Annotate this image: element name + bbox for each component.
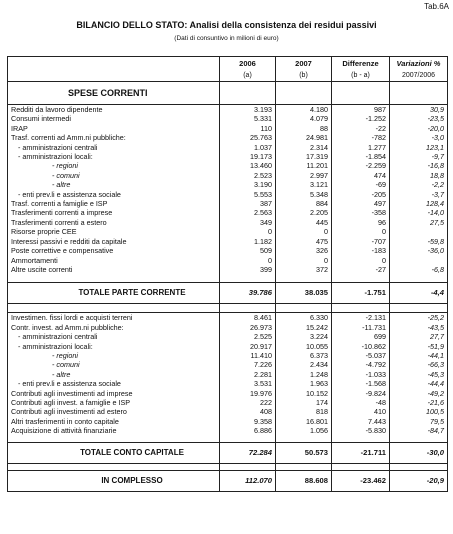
table-row bbox=[8, 426, 448, 435]
table-row bbox=[8, 152, 448, 161]
cell-diff: -5.830 bbox=[332, 426, 390, 435]
total-diff: -21.711 bbox=[332, 442, 390, 463]
cell-2007: 2.434 bbox=[276, 360, 332, 369]
table-row bbox=[8, 265, 448, 274]
cell-diff: -707 bbox=[332, 237, 390, 246]
cell-2006: 399 bbox=[220, 265, 276, 274]
cell-var: -21,6 bbox=[390, 398, 448, 407]
cell-2007: 0 bbox=[276, 227, 332, 236]
cell-var: 79,5 bbox=[390, 417, 448, 426]
cell-var: -9,7 bbox=[390, 152, 448, 161]
cell-2006: 3.531 bbox=[220, 379, 276, 388]
cell-diff: 1.277 bbox=[332, 143, 390, 152]
table-row bbox=[8, 199, 448, 208]
row-label: - amministrazioni locali: bbox=[8, 342, 220, 351]
table-row bbox=[8, 190, 448, 199]
cell-2007: 17.319 bbox=[276, 152, 332, 161]
cell-2007: 818 bbox=[276, 407, 332, 416]
cell-var: -51,9 bbox=[390, 342, 448, 351]
cell-2006: 8.461 bbox=[220, 313, 276, 323]
spacer-row bbox=[8, 304, 448, 313]
total-var: -30,0 bbox=[390, 442, 448, 463]
total-diff: -1.751 bbox=[332, 283, 390, 304]
total-2006: 39.786 bbox=[220, 283, 276, 304]
cell-var: -45,3 bbox=[390, 370, 448, 379]
total-label: TOTALE CONTO CAPITALE bbox=[8, 442, 220, 463]
cell-diff: -10.862 bbox=[332, 342, 390, 351]
cell-2006: 2.523 bbox=[220, 171, 276, 180]
cell-2006: 7.226 bbox=[220, 360, 276, 369]
cell-var: 100,5 bbox=[390, 407, 448, 416]
row-label: - amministrazioni locali: bbox=[8, 152, 220, 161]
cell-2006: 13.460 bbox=[220, 161, 276, 170]
row-label: - comuni bbox=[8, 171, 220, 180]
table-row bbox=[8, 332, 448, 341]
table-row bbox=[8, 218, 448, 227]
subheader-var: 2007/2006 bbox=[390, 70, 448, 82]
page-subtitle: (Dati di consuntivo in milioni di euro) bbox=[174, 35, 279, 42]
header-2007: 2007 bbox=[276, 57, 332, 71]
cell-2007: 6.330 bbox=[276, 313, 332, 323]
cell-diff: -11.731 bbox=[332, 323, 390, 332]
cell-2007: 372 bbox=[276, 265, 332, 274]
row-label: Contributi agli investimenti ad estero bbox=[8, 407, 220, 416]
table-row bbox=[8, 124, 448, 133]
row-label: - amministrazioni centrali bbox=[8, 332, 220, 341]
cell-var: -44,4 bbox=[390, 379, 448, 388]
cell-var: -43,5 bbox=[390, 323, 448, 332]
cell-var: -44,1 bbox=[390, 351, 448, 360]
table-row bbox=[8, 342, 448, 351]
cell-diff: -358 bbox=[332, 208, 390, 217]
total-var: -4,4 bbox=[390, 283, 448, 304]
row-label: Trasferimenti correnti a imprese bbox=[8, 208, 220, 217]
cell-2006: 509 bbox=[220, 246, 276, 255]
cell-2007: 2.997 bbox=[276, 171, 332, 180]
cell-2006: 110 bbox=[220, 124, 276, 133]
row-label: - regioni bbox=[8, 161, 220, 170]
cell-2007: 3.224 bbox=[276, 332, 332, 341]
row-label: - enti prev.li e assistenza sociale bbox=[8, 190, 220, 199]
cell-2007: 3.121 bbox=[276, 180, 332, 189]
cell-var: 128,4 bbox=[390, 199, 448, 208]
subheader-diff: (b - a) bbox=[332, 70, 390, 82]
cell-2006: 1.182 bbox=[220, 237, 276, 246]
cell-diff: 497 bbox=[332, 199, 390, 208]
cell-var: -3,0 bbox=[390, 133, 448, 142]
row-label: Redditi da lavoro dipendente bbox=[8, 105, 220, 115]
table-row bbox=[8, 323, 448, 332]
cell-diff: -183 bbox=[332, 246, 390, 255]
cell-2007: 88 bbox=[276, 124, 332, 133]
cell-diff: 474 bbox=[332, 171, 390, 180]
cell-diff: -69 bbox=[332, 180, 390, 189]
cell-2007: 1.963 bbox=[276, 379, 332, 388]
cell-var bbox=[390, 227, 448, 236]
cell-diff: -1.568 bbox=[332, 379, 390, 388]
table-row bbox=[8, 351, 448, 360]
table-row bbox=[8, 398, 448, 407]
cell-var: -16,8 bbox=[390, 161, 448, 170]
total-diff: -23.462 bbox=[332, 470, 390, 491]
table-row bbox=[8, 105, 448, 115]
table-row bbox=[8, 256, 448, 265]
total-label: TOTALE PARTE CORRENTE bbox=[8, 283, 220, 304]
cell-2006: 387 bbox=[220, 199, 276, 208]
table-row bbox=[8, 370, 448, 379]
header-2006: 2006 bbox=[220, 57, 276, 71]
total-2007: 50.573 bbox=[276, 442, 332, 463]
header-blank bbox=[8, 57, 220, 71]
cell-var: 27,5 bbox=[390, 218, 448, 227]
cell-diff: -205 bbox=[332, 190, 390, 199]
table-row bbox=[8, 227, 448, 236]
total-2006: 112.070 bbox=[220, 470, 276, 491]
cell-2006: 11.410 bbox=[220, 351, 276, 360]
cell-2006: 3.190 bbox=[220, 180, 276, 189]
grand-total-row bbox=[8, 470, 448, 491]
residui-table bbox=[7, 56, 448, 492]
cell-var: -23,5 bbox=[390, 114, 448, 123]
header-var: Variazioni % bbox=[390, 57, 448, 71]
cell-2007: 6.373 bbox=[276, 351, 332, 360]
cell-diff: -27 bbox=[332, 265, 390, 274]
row-label: Trasf. correnti ad Amm.ni pubbliche: bbox=[8, 133, 220, 142]
table-row bbox=[8, 133, 448, 142]
cell-diff: 96 bbox=[332, 218, 390, 227]
cell-2007: 4.079 bbox=[276, 114, 332, 123]
row-label: - comuni bbox=[8, 360, 220, 369]
total-var: -20,9 bbox=[390, 470, 448, 491]
cell-var: -36,0 bbox=[390, 246, 448, 255]
cell-2007: 10.152 bbox=[276, 389, 332, 398]
total-2006: 72.284 bbox=[220, 442, 276, 463]
cell-2006: 408 bbox=[220, 407, 276, 416]
row-label: Trasferimenti correnti a estero bbox=[8, 218, 220, 227]
cell-var: 27,7 bbox=[390, 332, 448, 341]
cell-2007: 11.201 bbox=[276, 161, 332, 170]
cell-2006: 2.281 bbox=[220, 370, 276, 379]
cell-2007: 1.056 bbox=[276, 426, 332, 435]
cell-2006: 2.525 bbox=[220, 332, 276, 341]
table-row bbox=[8, 114, 448, 123]
cell-2006: 0 bbox=[220, 227, 276, 236]
cell-2007: 16.801 bbox=[276, 417, 332, 426]
cell-var: 30,9 bbox=[390, 105, 448, 115]
row-label: Trasf. correnti a famiglie e ISP bbox=[8, 199, 220, 208]
cell-diff: 7.443 bbox=[332, 417, 390, 426]
cell-2007: 2.314 bbox=[276, 143, 332, 152]
total-capital-row bbox=[8, 442, 448, 463]
cell-diff: -1.033 bbox=[332, 370, 390, 379]
row-label: Consumi intermedi bbox=[8, 114, 220, 123]
row-label: Investimen. fissi lordi e acquisti terreni bbox=[8, 313, 220, 323]
cell-diff: -4.792 bbox=[332, 360, 390, 369]
row-label: Contributi agli invest. a famiglie e ISP bbox=[8, 398, 220, 407]
cell-2007: 326 bbox=[276, 246, 332, 255]
cell-var: -6,8 bbox=[390, 265, 448, 274]
table-row bbox=[8, 417, 448, 426]
table-row bbox=[8, 208, 448, 217]
page-title: BILANCIO DELLO STATO: Analisi della consistenza dei residui passivi bbox=[76, 20, 377, 30]
cell-2007: 2.205 bbox=[276, 208, 332, 217]
row-label: Contr. invest. ad Amm.ni pubbliche: bbox=[8, 323, 220, 332]
cell-2006: 6.886 bbox=[220, 426, 276, 435]
cell-var: -2,2 bbox=[390, 180, 448, 189]
cell-2006: 0 bbox=[220, 256, 276, 265]
cell-diff: -1.252 bbox=[332, 114, 390, 123]
cell-diff: -48 bbox=[332, 398, 390, 407]
cell-var: -84,7 bbox=[390, 426, 448, 435]
table-row bbox=[8, 379, 448, 388]
table-row bbox=[8, 143, 448, 152]
cell-2006: 1.037 bbox=[220, 143, 276, 152]
cell-2007: 24.981 bbox=[276, 133, 332, 142]
cell-2007: 174 bbox=[276, 398, 332, 407]
cell-diff: -2.131 bbox=[332, 313, 390, 323]
cell-var: 18,8 bbox=[390, 171, 448, 180]
cell-2007: 1.248 bbox=[276, 370, 332, 379]
row-label: - altre bbox=[8, 370, 220, 379]
header-diff: Differenze bbox=[332, 57, 390, 71]
cell-diff: -1.854 bbox=[332, 152, 390, 161]
cell-diff: -782 bbox=[332, 133, 390, 142]
section-title: SPESE CORRENTI bbox=[8, 82, 220, 105]
cell-var: -25,2 bbox=[390, 313, 448, 323]
subheader-2006: (a) bbox=[220, 70, 276, 82]
cell-diff: 0 bbox=[332, 227, 390, 236]
row-label: Altre uscite correnti bbox=[8, 265, 220, 274]
total-2007: 88.608 bbox=[276, 470, 332, 491]
cell-diff: 410 bbox=[332, 407, 390, 416]
table-row bbox=[8, 180, 448, 189]
cell-var bbox=[390, 256, 448, 265]
cell-diff: -2.259 bbox=[332, 161, 390, 170]
table-row bbox=[8, 246, 448, 255]
row-label: Acquisizione di attività finanziarie bbox=[8, 426, 220, 435]
total-label: IN COMPLESSO bbox=[8, 470, 220, 491]
table-row bbox=[8, 237, 448, 246]
cell-2007: 475 bbox=[276, 237, 332, 246]
row-label: - altre bbox=[8, 180, 220, 189]
cell-var: -59,8 bbox=[390, 237, 448, 246]
table-number: Tab.6A bbox=[424, 2, 449, 11]
table-row bbox=[8, 313, 448, 323]
row-label: Risorse proprie CEE bbox=[8, 227, 220, 236]
row-label: - enti prev.li e assistenza sociale bbox=[8, 379, 220, 388]
cell-var: -14,0 bbox=[390, 208, 448, 217]
cell-2006: 19.173 bbox=[220, 152, 276, 161]
cell-2006: 9.358 bbox=[220, 417, 276, 426]
cell-diff: 0 bbox=[332, 256, 390, 265]
cell-2006: 20.917 bbox=[220, 342, 276, 351]
subheader-blank bbox=[8, 70, 220, 82]
cell-2006: 19.976 bbox=[220, 389, 276, 398]
subheader-2007: (b) bbox=[276, 70, 332, 82]
row-label: Contributi agli investimenti ad imprese bbox=[8, 389, 220, 398]
cell-var: -66,3 bbox=[390, 360, 448, 369]
cell-2006: 5.331 bbox=[220, 114, 276, 123]
row-label: IRAP bbox=[8, 124, 220, 133]
cell-2007: 10.055 bbox=[276, 342, 332, 351]
row-label: - regioni bbox=[8, 351, 220, 360]
table-row bbox=[8, 407, 448, 416]
row-label: Interessi passivi e redditi da capitale bbox=[8, 237, 220, 246]
table-row bbox=[8, 161, 448, 170]
cell-2006: 222 bbox=[220, 398, 276, 407]
row-label: - amministrazioni centrali bbox=[8, 143, 220, 152]
cell-diff: -22 bbox=[332, 124, 390, 133]
total-2007: 38.035 bbox=[276, 283, 332, 304]
cell-2006: 3.193 bbox=[220, 105, 276, 115]
subheader-row bbox=[8, 70, 448, 82]
table-row bbox=[8, 360, 448, 369]
total-current-row bbox=[8, 283, 448, 304]
cell-var: -20,0 bbox=[390, 124, 448, 133]
cell-diff: 987 bbox=[332, 105, 390, 115]
cell-2006: 26.973 bbox=[220, 323, 276, 332]
cell-2007: 0 bbox=[276, 256, 332, 265]
header-row bbox=[8, 57, 448, 71]
spacer-row bbox=[8, 463, 448, 470]
cell-2006: 2.563 bbox=[220, 208, 276, 217]
table-row bbox=[8, 389, 448, 398]
cell-2007: 445 bbox=[276, 218, 332, 227]
cell-var: 123,1 bbox=[390, 143, 448, 152]
cell-var: -3,7 bbox=[390, 190, 448, 199]
cell-2007: 15.242 bbox=[276, 323, 332, 332]
cell-2006: 5.553 bbox=[220, 190, 276, 199]
cell-diff: -9.824 bbox=[332, 389, 390, 398]
cell-diff: 699 bbox=[332, 332, 390, 341]
cell-2007: 4.180 bbox=[276, 105, 332, 115]
cell-2006: 349 bbox=[220, 218, 276, 227]
spacer-row bbox=[8, 274, 448, 283]
row-label: Altri trasferimenti in conto capitale bbox=[8, 417, 220, 426]
section-row bbox=[8, 82, 448, 105]
cell-2007: 5.348 bbox=[276, 190, 332, 199]
cell-2006: 25.763 bbox=[220, 133, 276, 142]
row-label: Ammortamenti bbox=[8, 256, 220, 265]
row-label: Poste correttive e compensative bbox=[8, 246, 220, 255]
cell-diff: -5.037 bbox=[332, 351, 390, 360]
cell-var: -49,2 bbox=[390, 389, 448, 398]
table-row bbox=[8, 171, 448, 180]
cell-2007: 884 bbox=[276, 199, 332, 208]
